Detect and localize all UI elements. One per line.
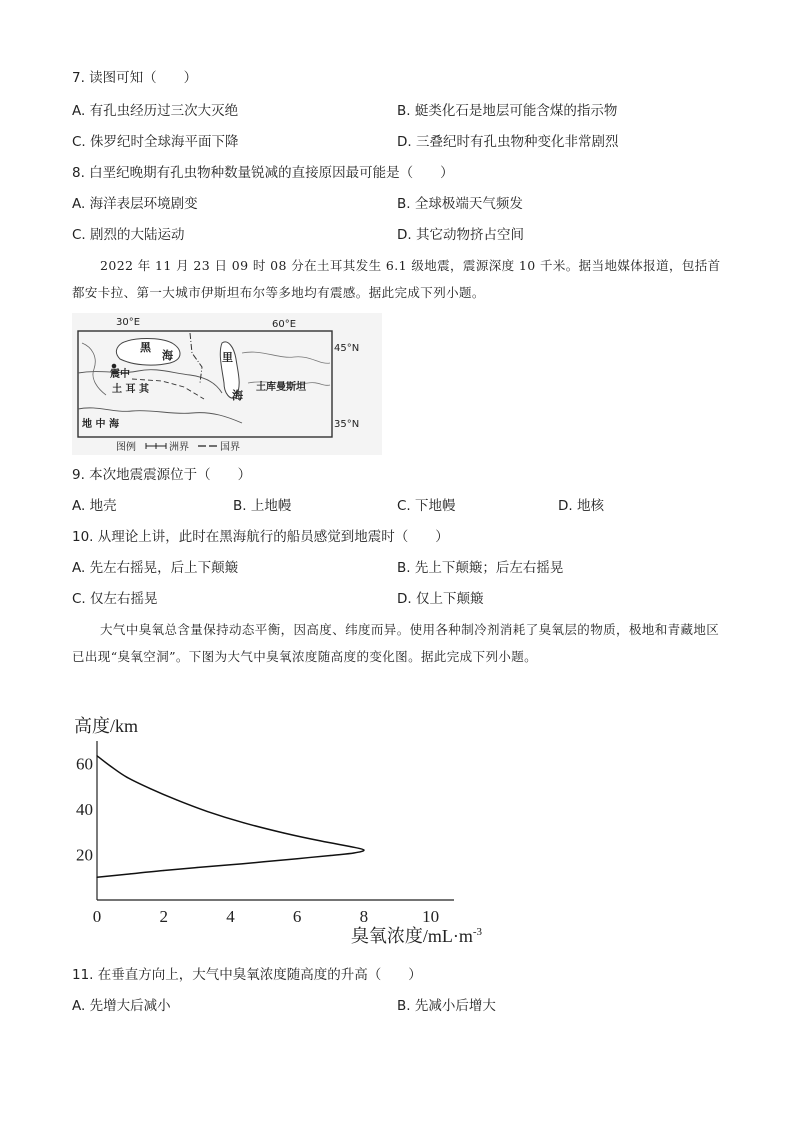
chart-point-14	[207, 811, 208, 812]
chart-x-axis-label-sup: -3	[472, 926, 482, 938]
chart-point-16	[150, 788, 151, 789]
epicenter-marker	[112, 364, 117, 369]
x-tick-label-8: 8	[359, 907, 369, 926]
y-tick-label-20: 20	[76, 845, 93, 865]
chart-series-ozone-curve	[97, 756, 364, 878]
q10-option-c: C. 仅左右摇晃	[72, 591, 158, 607]
ozone-passage: 大气中臭氧总含量保持动态平衡，因高度、纬度而异。使用各种制冷剂消耗了臭氧层的物质，极地和青藏地区已出现“臭氧空洞”。下图为大气中臭氧浓度随高度的变化图。据此完成下列小题。	[72, 622, 720, 664]
q11-stem: 11. 在垂直方向上，大气中臭氧浓度随高度的升高（ ）	[72, 967, 422, 983]
q9-option-d: D. 地核	[558, 498, 604, 514]
q10-option-d: D. 仅上下颠簸	[397, 591, 484, 607]
chart-point-8	[353, 852, 354, 853]
chart-point-5	[263, 861, 264, 862]
map-legend-country: 国界	[220, 442, 240, 453]
map-lat-45n: 45°N	[334, 343, 360, 354]
chart-point-17	[126, 777, 127, 778]
chart-point-19	[96, 755, 97, 756]
x-tick-label-6: 6	[292, 907, 302, 926]
map-caspian-label-2: 海	[232, 389, 243, 402]
chart-point-13	[243, 822, 244, 823]
q8-option-d: D. 其它动物挤占空间	[397, 227, 524, 243]
x-tick-label-4: 4	[226, 907, 235, 926]
q8-option-c: C. 剧烈的大陆运动	[72, 227, 185, 243]
q11-option-a: A. 先增大后减小	[72, 998, 171, 1014]
earthquake-passage: 2022 年 11 月 23 日 09 时 08 分在土耳其发生 6.1 级地震，震源深度 10 千米。据当地媒体报道，包括首都安卡拉、第一大城市伊斯坦布尔等多地均有震感。据此完成下列小题。	[72, 258, 721, 300]
map-epicenter-label: 震中	[110, 369, 130, 380]
map-lon-30e: 30°E	[116, 317, 141, 328]
map-turkmenistan-label: 土库曼斯坦	[256, 382, 306, 393]
chart-point-3	[196, 867, 197, 868]
chart-point-7	[330, 855, 331, 856]
q7-option-d: D. 三叠纪时有孔虫物种变化非常剧烈	[397, 134, 619, 150]
map-black-sea-label-1: 黑	[140, 341, 151, 354]
chart-point-2	[163, 870, 164, 871]
q8-option-b: B. 全球极端天气频发	[397, 196, 523, 212]
map-legend-continent: 洲界	[169, 442, 189, 453]
q7-option-a: A. 有孔虫经历过三次大灭绝	[72, 103, 239, 119]
chart-point-15	[176, 799, 177, 800]
y-tick-label-60: 60	[76, 754, 93, 774]
chart-point-11	[320, 840, 321, 841]
chart-y-axis-label: 高度/km	[74, 716, 139, 736]
q7-stem: 7. 读图可知（ ）	[72, 70, 198, 86]
q7-option-c: C. 侏罗纪时全球海平面下降	[72, 134, 239, 150]
q10-option-a: A. 先左右摇晃，后上下颠簸	[72, 560, 239, 576]
map-black-sea-label-2: 海	[162, 349, 173, 362]
q11-option-b: B. 先减小后增大	[397, 998, 496, 1014]
x-tick-label-0: 0	[92, 907, 102, 926]
ozone-concentration-chart	[64, 708, 484, 953]
x-tick-label-2: 2	[159, 907, 168, 926]
chart-point-12	[283, 832, 284, 833]
chart-point-1	[130, 873, 131, 874]
chart-point-10	[350, 846, 351, 847]
map-turkey-label: 土 耳 其	[112, 384, 149, 395]
x-tick-label-10: 10	[422, 907, 440, 926]
q9-stem: 9. 本次地震震源位于（ ）	[72, 467, 252, 483]
chart-point-4	[230, 864, 231, 865]
map-caspian-label-1: 里	[222, 351, 233, 364]
q10-stem: 10. 从理论上讲，此时在黑海航行的船员感觉到地震时（ ）	[72, 529, 449, 545]
chart-point-6	[297, 858, 298, 859]
chart-point-18	[110, 765, 111, 766]
q8-option-a: A. 海洋表层环境剧变	[72, 196, 198, 212]
map-lat-35n: 35°N	[334, 419, 360, 430]
q7-option-b: B. 蜓类化石是地层可能含煤的指示物	[397, 103, 618, 119]
chart-point-9	[363, 849, 364, 850]
map-lon-60e: 60°E	[272, 319, 297, 330]
q9-option-a: A. 地壳	[72, 498, 117, 514]
q9-option-c: C. 下地幔	[397, 498, 456, 514]
map-legend-title: 图例	[116, 442, 136, 453]
chart-point-0	[96, 877, 97, 878]
q8-stem: 8. 白垩纪晚期有孔虫物种数量锐减的直接原因最可能是（ ）	[72, 165, 454, 181]
map-mediterranean-label: 地 中 海	[82, 419, 119, 430]
y-tick-label-40: 40	[76, 800, 93, 820]
q10-option-b: B. 先上下颠簸；后左右摇晃	[397, 560, 564, 576]
chart-x-axis-label	[351, 926, 483, 946]
turkey-map-figure	[72, 313, 382, 455]
q9-option-b: B. 上地幔	[233, 498, 292, 514]
chart-x-axis-label-main: 臭氧浓度/mL·m	[350, 926, 473, 946]
